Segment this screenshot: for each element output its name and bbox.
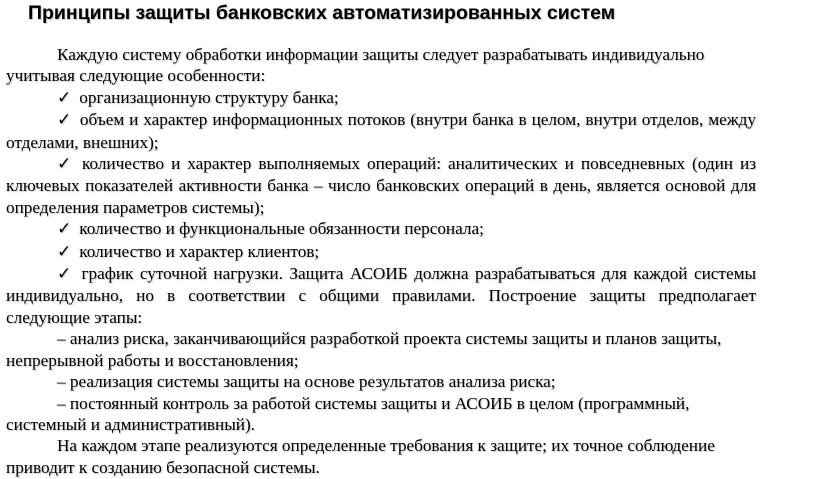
checkmark-icon: ✓ <box>57 154 74 175</box>
feature-item <box>6 87 756 109</box>
checkmark-icon: ✓ <box>57 264 74 285</box>
feature-text: количество и характер выполняемых операций: аналитических и повседневных (один из ключевых показателей активности банка – число банковских операций в день, является основой для определения параметров системы); <box>6 154 756 217</box>
stage-item: – анализ риска, заканчивающийся разработкой проекта системы защиты и планов защиты, непрерывной работы и восстановления; <box>6 329 722 370</box>
feature-text: график суточной нагрузки. Защита АСОИБ должна разрабатываться для каждой системы индивидуально, но в соответствии с общими правилами. Построение защиты предполагает следующие этапы: <box>6 264 756 327</box>
stage-item: – постоянный контроль за работой системы защиты и АСОИБ в целом (программный, системный и административный). <box>6 393 690 434</box>
stage-item: – реализация системы защиты на основе результатов анализа риска; <box>57 372 556 392</box>
slide-body <box>6 44 756 478</box>
feature-text: количество и характер клиентов; <box>79 241 320 261</box>
feature-text: организационную структуру банка; <box>79 87 339 107</box>
feature-text: количество и функциональные обязанности персонала; <box>79 219 484 239</box>
slide-title: Принципы защиты банковских автоматизированных систем <box>28 2 616 24</box>
feature-item <box>6 241 756 263</box>
feature-item <box>6 218 756 240</box>
feature-item <box>6 153 756 218</box>
feature-text: объем и характер информационных потоков (внутри банка в целом, внутри отделов, между отделами, внешних); <box>6 110 757 152</box>
checkmark-icon: ✓ <box>57 110 72 131</box>
conclusion-paragraph: На каждом этапе реализуются определенные требования к защите; их точное соблюдение приводит к созданию безопасной системы. <box>6 436 715 477</box>
checkmark-icon: ✓ <box>57 219 72 240</box>
feature-item <box>6 109 756 153</box>
feature-item <box>6 263 756 328</box>
checkmark-icon: ✓ <box>57 241 72 262</box>
intro-paragraph: Каждую систему обработки информации защиты следует разрабатывать индивидуально учитывая следующие особенности: <box>6 45 705 86</box>
checkmark-icon: ✓ <box>57 87 72 108</box>
